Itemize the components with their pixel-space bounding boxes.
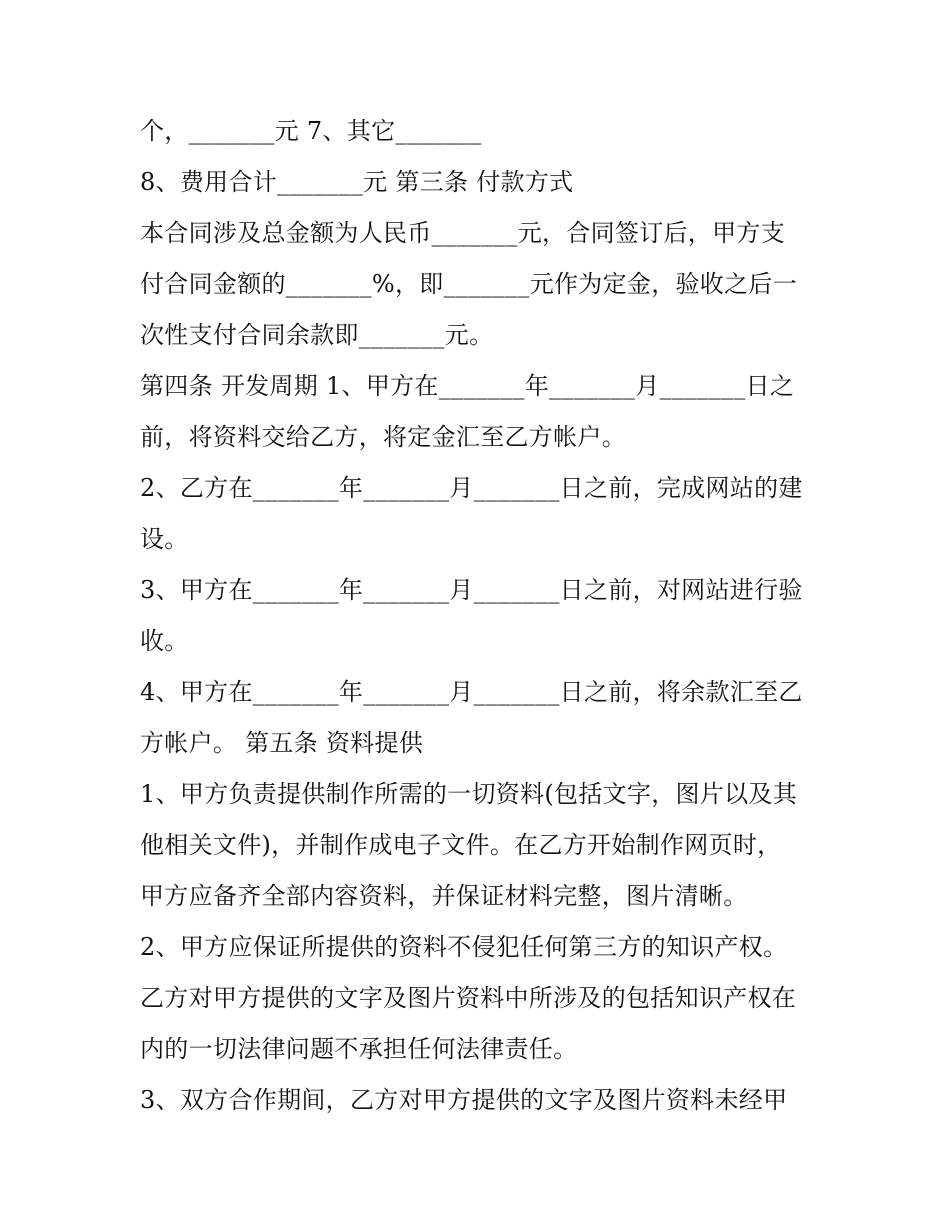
text-line: 他相关文件)，并制作成电子文件。在乙方开始制作网页时，: [140, 831, 782, 859]
text-line: 乙方对甲方提供的文字及图片资料中所涉及的包括知识产权在: [140, 984, 797, 1012]
text-line: 前，将资料交给乙方，将定金汇至乙方帐户。: [140, 423, 626, 451]
text-line: 设。: [140, 525, 189, 553]
text-line: 4、甲方在_______年_______月_______日之前，将余款汇至乙: [140, 678, 803, 706]
text-line: 内的一切法律问题不承担任何法律责任。: [140, 1035, 578, 1063]
text-line: 2、乙方在_______年_______月_______日之前，完成网站的建: [140, 474, 803, 502]
contract-text: [140, 106, 820, 1126]
text-line: 甲方应备齐全部内容资料，并保证材料完整，图片清晰。: [140, 882, 748, 910]
text-line: 第四条 开发周期 1、甲方在_______年_______月_______日之: [140, 372, 795, 400]
text-line: 方帐户。 第五条 资料提供: [140, 729, 424, 757]
text-line: 次性支付合同余款即_______元。: [140, 321, 494, 349]
text-line: 1、甲方负责提供制作所需的一切资料(包括文字，图片以及其: [140, 780, 798, 808]
text-line: 2、甲方应保证所提供的资料不侵犯任何第三方的知识产权。: [140, 933, 788, 961]
text-line: 8、费用合计_______元 第三条 付款方式: [140, 168, 574, 196]
text-line: 3、甲方在_______年_______月_______日之前，对网站进行验: [140, 576, 803, 604]
text-line: 付合同金额的_______%，即_______元作为定金，验收之后一: [140, 270, 798, 298]
text-line: 收。: [140, 627, 189, 655]
text-line: 本合同涉及总金额为人民币_______元，合同签订后，甲方支: [140, 219, 785, 247]
text-line: 3、双方合作期间，乙方对甲方提供的文字及图片资料未经甲: [140, 1086, 788, 1114]
text-line: 个，_______元 7、其它_______: [140, 117, 482, 145]
